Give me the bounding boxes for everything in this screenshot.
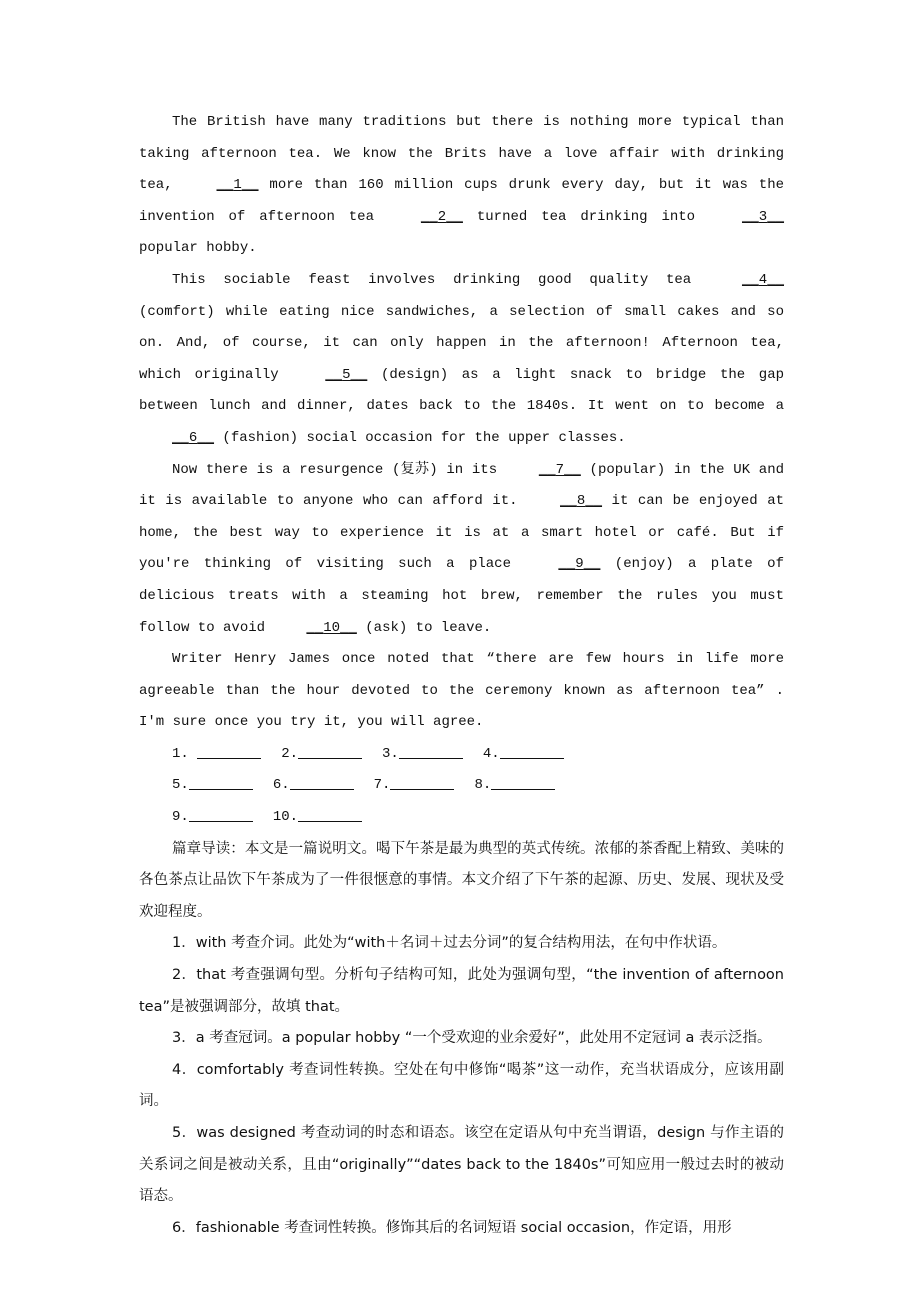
answer-slot[interactable]: 3. xyxy=(382,739,463,771)
explanation-6: 6．fashionable 考查词性转换。修饰其后的名词短语 social occasion，作定语，用形 xyxy=(172,1219,732,1236)
explanation-5: 5．was designed 考查动词的时态和语态。该空在定语从句中充当谓语，design 与作主语的关系词之间是被动关系，且由“originally”“dates back to the 1840s”可知应用一般过去时的被动语态。 xyxy=(139,1125,784,1205)
answer-slot[interactable]: 2. xyxy=(281,739,362,771)
blank-4: __4__ xyxy=(741,271,784,288)
document-page xyxy=(139,107,784,1244)
blank-6: __6__ xyxy=(172,429,215,446)
answer-slot[interactable]: 1. xyxy=(172,739,261,771)
blank-5: __5__ xyxy=(325,366,368,383)
passage-paragraph-2: This sociable feast involves drinking good quality tea __4__ (comfort) while eating nice sandwiches, a selection of small cakes and so on. And, of course, it can only happen in the afternoon! Afternoon tea, which originally __5__ (design) as a light snack to bridge the gap between lunch and dinner, dates back to the 1840s. It went on to become a __6__ (fashion) social occasion for the upper classes. xyxy=(139,265,784,455)
blank-8: __8__ xyxy=(560,493,603,510)
blank-2: __2__ xyxy=(420,208,463,225)
answer-slot[interactable]: 9. xyxy=(172,802,253,834)
passage-paragraph-4: Writer Henry James once noted that “there are few hours in life more agreeable than the hour devoted to the ceremony known as afternoon tea” . I'm sure once you try it, you will agree. xyxy=(139,651,784,731)
blank-1: __1__ xyxy=(216,177,259,194)
passage-guide: 篇章导读：本文是一篇说明文。喝下午茶是最为典型的英式传统。浓郁的茶香配上精致、美味的各色茶点让品饮下午茶成为了一件很惬意的事情。本文介绍了下午茶的起源、历史、发展、现状及受欢迎程度。 xyxy=(139,840,784,920)
explanation-2: 2．that 考查强调句型。分析句子结构可知，此处为强调句型，“the invention of afternoon tea”是被强调部分，故填 that。 xyxy=(139,967,784,1015)
answer-slot[interactable]: 5. xyxy=(172,770,253,802)
explanation-1: 1．with 考查介词。此处为“with＋名词＋过去分词”的复合结构用法，在句中作状语。 xyxy=(172,935,727,952)
answer-row-3 xyxy=(139,802,784,834)
explanation-3: 3．a 考查冠词。a popular hobby “一个受欢迎的业余爱好”，此处用不定冠词 a 表示泛指。 xyxy=(172,1030,772,1047)
answer-slot[interactable]: 10. xyxy=(273,802,362,834)
explanation-4: 4．comfortably 考查词性转换。空处在句中修饰“喝茶”这一动作，充当状语成分，应该用副词。 xyxy=(139,1061,784,1110)
answer-slot[interactable]: 8. xyxy=(474,770,555,802)
answer-row-2 xyxy=(139,770,784,802)
blank-10: __10__ xyxy=(306,619,357,636)
passage-paragraph-3: Now there is a resurgence (复苏) in its __7__ (popular) in the UK and it is available to anyone who can afford it. __8__ it can be enjoyed at home, the best way to experience it is at a smart hotel or café. But if you're thinking of visiting such a place __9__ (enjoy) a plate of delicious treats with a steaming hot brew, remember the rules you must follow to avoid __10__ (ask) to leave. xyxy=(139,455,784,645)
answer-slot[interactable]: 4. xyxy=(483,739,564,771)
blank-9: __9__ xyxy=(558,556,601,573)
answer-slot[interactable]: 7. xyxy=(374,770,455,802)
passage-paragraph-1: The British have many traditions but there is nothing more typical than taking afternoon tea. We know the Brits have a love affair with drinking tea, __1__ more than 160 million cups drunk every day, but it was the invention of afternoon tea __2__ turned tea drinking into __3__ popular hobby. xyxy=(139,114,785,257)
blank-3: __3__ xyxy=(741,208,785,225)
answer-slot[interactable]: 6. xyxy=(273,770,354,802)
answer-row-1 xyxy=(139,739,784,771)
blank-7: __7__ xyxy=(538,461,581,478)
